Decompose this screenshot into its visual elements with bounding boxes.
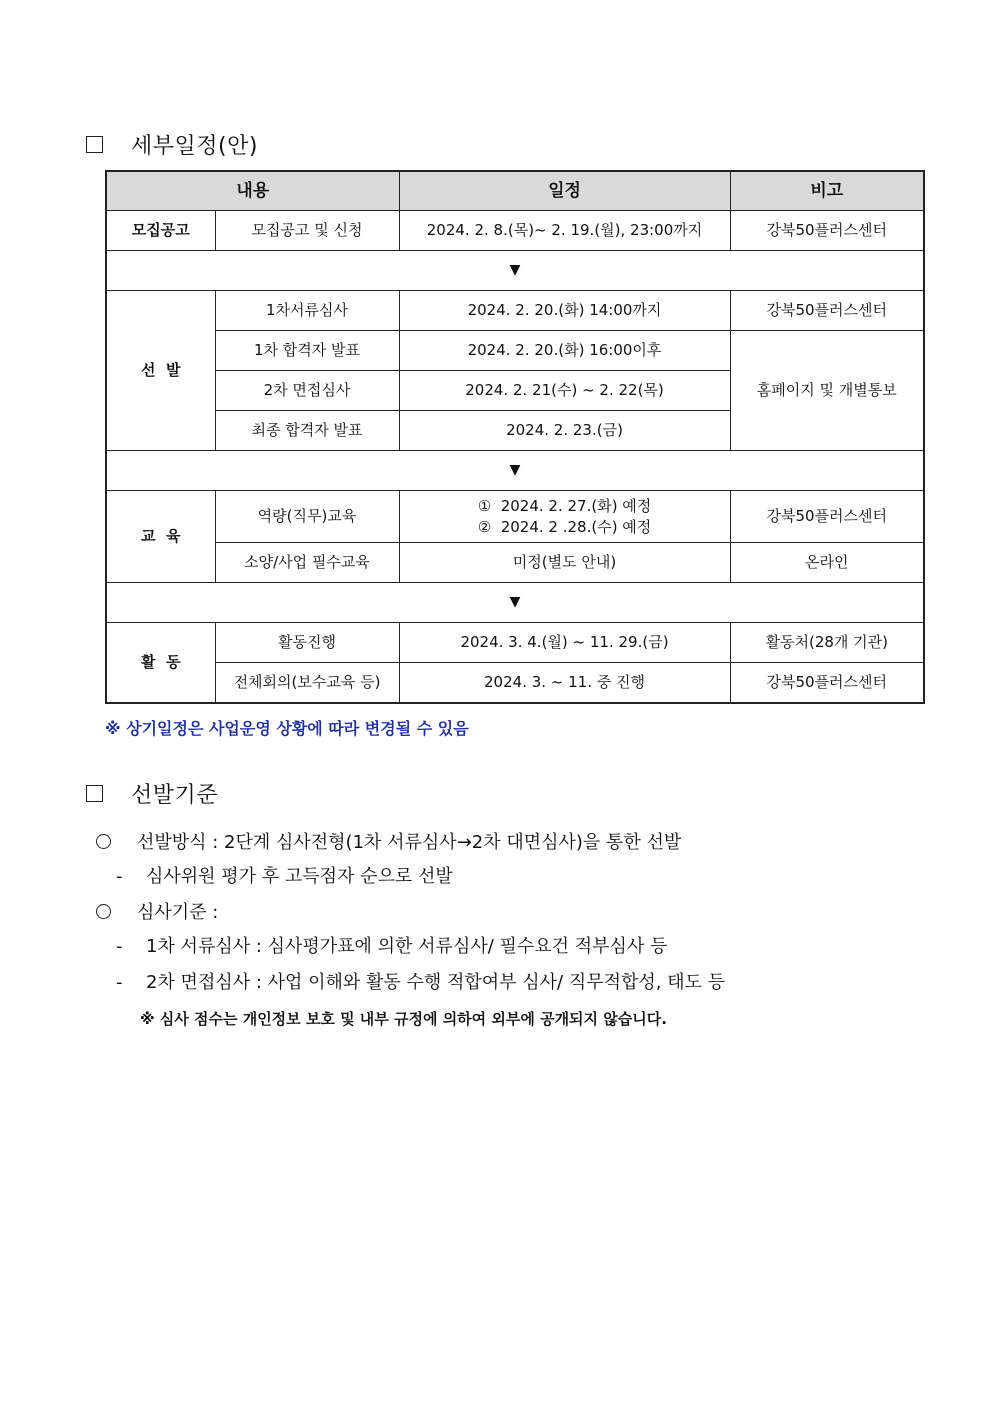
schedule-cell: 2024. 3. ~ 11. 중 진행 bbox=[399, 663, 730, 704]
item-cell: 소양/사업 필수교육 bbox=[215, 543, 399, 583]
item-cell: 역량(직무)교육 bbox=[215, 491, 399, 543]
schedule-cell: 2024. 2. 8.(목)~ 2. 19.(월), 23:00까지 bbox=[399, 211, 730, 251]
category-activity: 활 동 bbox=[106, 623, 215, 704]
dash-bullet-icon: - bbox=[116, 972, 123, 993]
table-row bbox=[106, 211, 924, 251]
schedule-cell: 2024. 2. 21(수) ~ 2. 22(목) bbox=[399, 371, 730, 411]
remark-cell: 강북50플러스센터 bbox=[730, 663, 924, 704]
table-row bbox=[106, 663, 924, 704]
header-content: 내용 bbox=[106, 171, 399, 211]
header-schedule: 일정 bbox=[399, 171, 730, 211]
checkbox-square-icon bbox=[86, 136, 103, 153]
schedule-cell: 2024. 3. 4.(월) ~ 11. 29.(금) bbox=[399, 623, 730, 663]
remark-cell: 강북50플러스센터 bbox=[730, 291, 924, 331]
table-row bbox=[106, 623, 924, 663]
item-cell: 2차 면접심사 bbox=[215, 371, 399, 411]
remark-cell-merged: 홈페이지 및 개별통보 bbox=[730, 331, 924, 451]
header-remarks: 비고 bbox=[730, 171, 924, 211]
criteria-sub-line-1 bbox=[116, 932, 667, 958]
remark-cell: 온라인 bbox=[730, 543, 924, 583]
down-arrow-icon: ▼ bbox=[106, 451, 924, 491]
criteria-line bbox=[96, 898, 218, 924]
criteria-sub-text-2: 2차 면접심사 : 사업 이해와 활동 수행 적합여부 심사/ 직무적합성, 태도 등 bbox=[146, 972, 726, 993]
table-header-row bbox=[106, 171, 924, 211]
arrow-row bbox=[106, 451, 924, 491]
remark-cell: 활동처(28개 기관) bbox=[730, 623, 924, 663]
item-cell: 최종 합격자 발표 bbox=[215, 411, 399, 451]
category-education: 교 육 bbox=[106, 491, 215, 583]
section-title-criteria bbox=[86, 778, 218, 809]
circle-bullet-icon bbox=[96, 904, 111, 919]
item-cell: 1차서류심사 bbox=[215, 291, 399, 331]
method-line bbox=[96, 828, 681, 854]
arrow-row bbox=[106, 583, 924, 623]
section-title-text: 선발기준 bbox=[131, 783, 219, 808]
method-sub-text: 심사위원 평가 후 고득점자 순으로 선발 bbox=[146, 866, 453, 887]
category-recruit: 모집공고 bbox=[106, 211, 215, 251]
remark-cell: 강북50플러스센터 bbox=[730, 211, 924, 251]
schedule-line: ① 2024. 2. 27.(화) 예정 bbox=[477, 497, 652, 516]
category-selection: 선 발 bbox=[106, 291, 215, 451]
item-cell: 활동진행 bbox=[215, 623, 399, 663]
table-row bbox=[106, 291, 924, 331]
circle-bullet-icon bbox=[96, 834, 111, 849]
arrow-row bbox=[106, 251, 924, 291]
schedule-cell: 2024. 2. 20.(화) 14:00까지 bbox=[399, 291, 730, 331]
item-cell: 전체회의(보수교육 등) bbox=[215, 663, 399, 704]
schedule-change-note: ※ 상기일정은 사업운영 상황에 따라 변경될 수 있음 bbox=[105, 719, 469, 738]
criteria-sub-line-2 bbox=[116, 968, 725, 994]
method-text: 선발방식 : 2단계 심사전형(1차 서류심사→2차 대면심사)을 통한 선발 bbox=[137, 832, 682, 853]
dash-bullet-icon: - bbox=[116, 866, 123, 887]
section-title-text: 세부일정(안) bbox=[131, 134, 258, 159]
remark-cell: 강북50플러스센터 bbox=[730, 491, 924, 543]
down-arrow-icon: ▼ bbox=[106, 583, 924, 623]
schedule-line: ② 2024. 2 .28.(수) 예정 bbox=[477, 517, 652, 536]
table-row bbox=[106, 491, 924, 543]
criteria-sub-text-1: 1차 서류심사 : 심사평가표에 의한 서류심사/ 필수요건 적부심사 등 bbox=[146, 936, 668, 957]
table-row bbox=[106, 543, 924, 583]
section-title-schedule bbox=[86, 129, 258, 160]
method-sub-line bbox=[116, 862, 453, 888]
down-arrow-icon: ▼ bbox=[106, 251, 924, 291]
dash-bullet-icon: - bbox=[116, 936, 123, 957]
privacy-note: ※ 심사 점수는 개인정보 보호 및 내부 규정에 의하여 외부에 공개되지 않습니다. bbox=[140, 1010, 667, 1028]
item-cell: 1차 합격자 발표 bbox=[215, 331, 399, 371]
schedule-table bbox=[105, 170, 925, 704]
criteria-text: 심사기준 : bbox=[137, 902, 219, 923]
schedule-cell: 미정(별도 안내) bbox=[399, 543, 730, 583]
schedule-cell: 2024. 2. 23.(금) bbox=[399, 411, 730, 451]
item-cell: 모집공고 및 신청 bbox=[215, 211, 399, 251]
checkbox-square-icon bbox=[86, 785, 103, 802]
schedule-cell bbox=[399, 491, 730, 543]
schedule-cell: 2024. 2. 20.(화) 16:00이후 bbox=[399, 331, 730, 371]
table-row bbox=[106, 331, 924, 371]
